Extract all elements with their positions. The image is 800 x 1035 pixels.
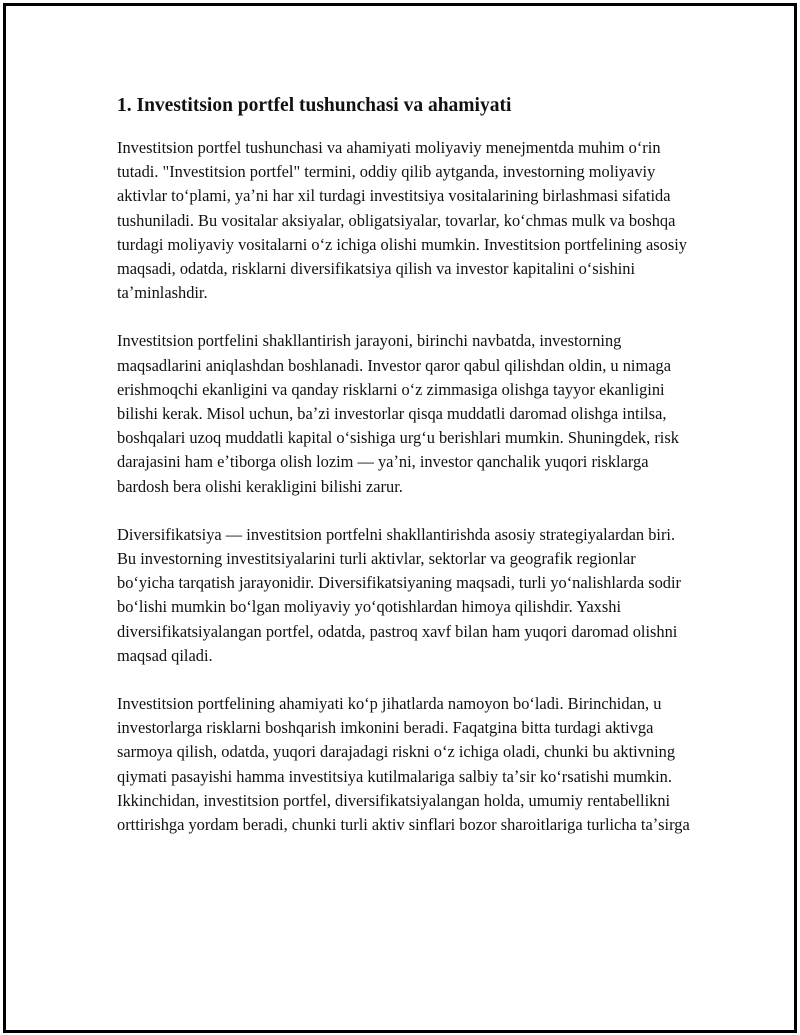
- document-body: [117, 93, 692, 861]
- paragraph-3: Diversifikatsiya — investitsion portfelni shakllantirishda asosiy strategiyalardan biri. Bu investorning investitsiyalarini turli aktivlar, sektorlar va geografik regionlar boʻyicha tarqatish jarayonidir. Diversifikatsiyaning maqsadi, turli yoʻnalishlarda sodir boʻlishi mumkin boʻlgan moliyaviy yoʻqotishlardan himoya qilishdir. Yaxshi diversifikatsiyalangan portfel, odatda, pastroq xavf bilan ham yuqori daromad olishni maqsad qiladi.: [117, 524, 681, 665]
- paragraph-4: Investitsion portfelining ahamiyati koʻp jihatlarda namoyon boʻladi. Birinchidan, u investorlarga risklarni boshqarish imkonini beradi. Faqatgina bitta turdagi aktivga sarmoya qilish, odatda, yuqori darajadagi riskni oʻz ichiga oladi, chunki bu aktivning qiymati pasayishi hamma investitsiya kutilmalariga salbiy taʼsir koʻrsatishi mumkin. Ikkinchidan, investitsion portfel, diversifikatsiyalangan holda, umumiy rentabellikni orttirishga yordam beradi, chunki turli aktiv sinflari bozor sharoitlariga turlicha taʼsirga: [117, 694, 690, 835]
- paragraph-1: Investitsion portfel tushunchasi va ahamiyati moliyaviy menejmentda muhim oʻrin tutadi. "Investitsion portfel" termini, oddiy qilib aytganda, investorning moliyaviy aktivlar toʻplami, yaʼni har xil turdagi investitsiya vositalarining birlashmasi sifatida tushuniladi. Bu vositalar aksiyalar, obligatsiyalar, tovarlar, koʻchmas mulk va boshqa turdagi moliyaviy vositalarni oʻz ichiga olishi mumkin. Investitsion portfelining asosiy maqsadi, odatda, risklarni diversifikatsiya qilish va investor kapitalini oʻsishini taʼminlashdir.: [117, 138, 687, 303]
- section-heading: 1. Investitsion portfel tushunchasi va ahamiyati: [117, 95, 512, 116]
- paragraph-2: Investitsion portfelini shakllantirish jarayoni, birinchi navbatda, investorning maqsadlarini aniqlashdan boshlanadi. Investor qaror qabul qilishdan oldin, u nimaga erishmoqchi ekanligini va qanday risklarni oʻz zimmasiga olishga tayyor ekanligini bilishi kerak. Misol uchun, baʼzi investorlar qisqa muddatli daromad olishga intilsa, boshqalari uzoq muddatli kapital oʻsishiga urgʻu berishlari mumkin. Shuningdek, risk darajasini ham eʼtiborga olish lozim — yaʼni, investor qanchalik yuqori risklarga bardosh bera olishi kerakligini bilishi zarur.: [117, 331, 679, 496]
